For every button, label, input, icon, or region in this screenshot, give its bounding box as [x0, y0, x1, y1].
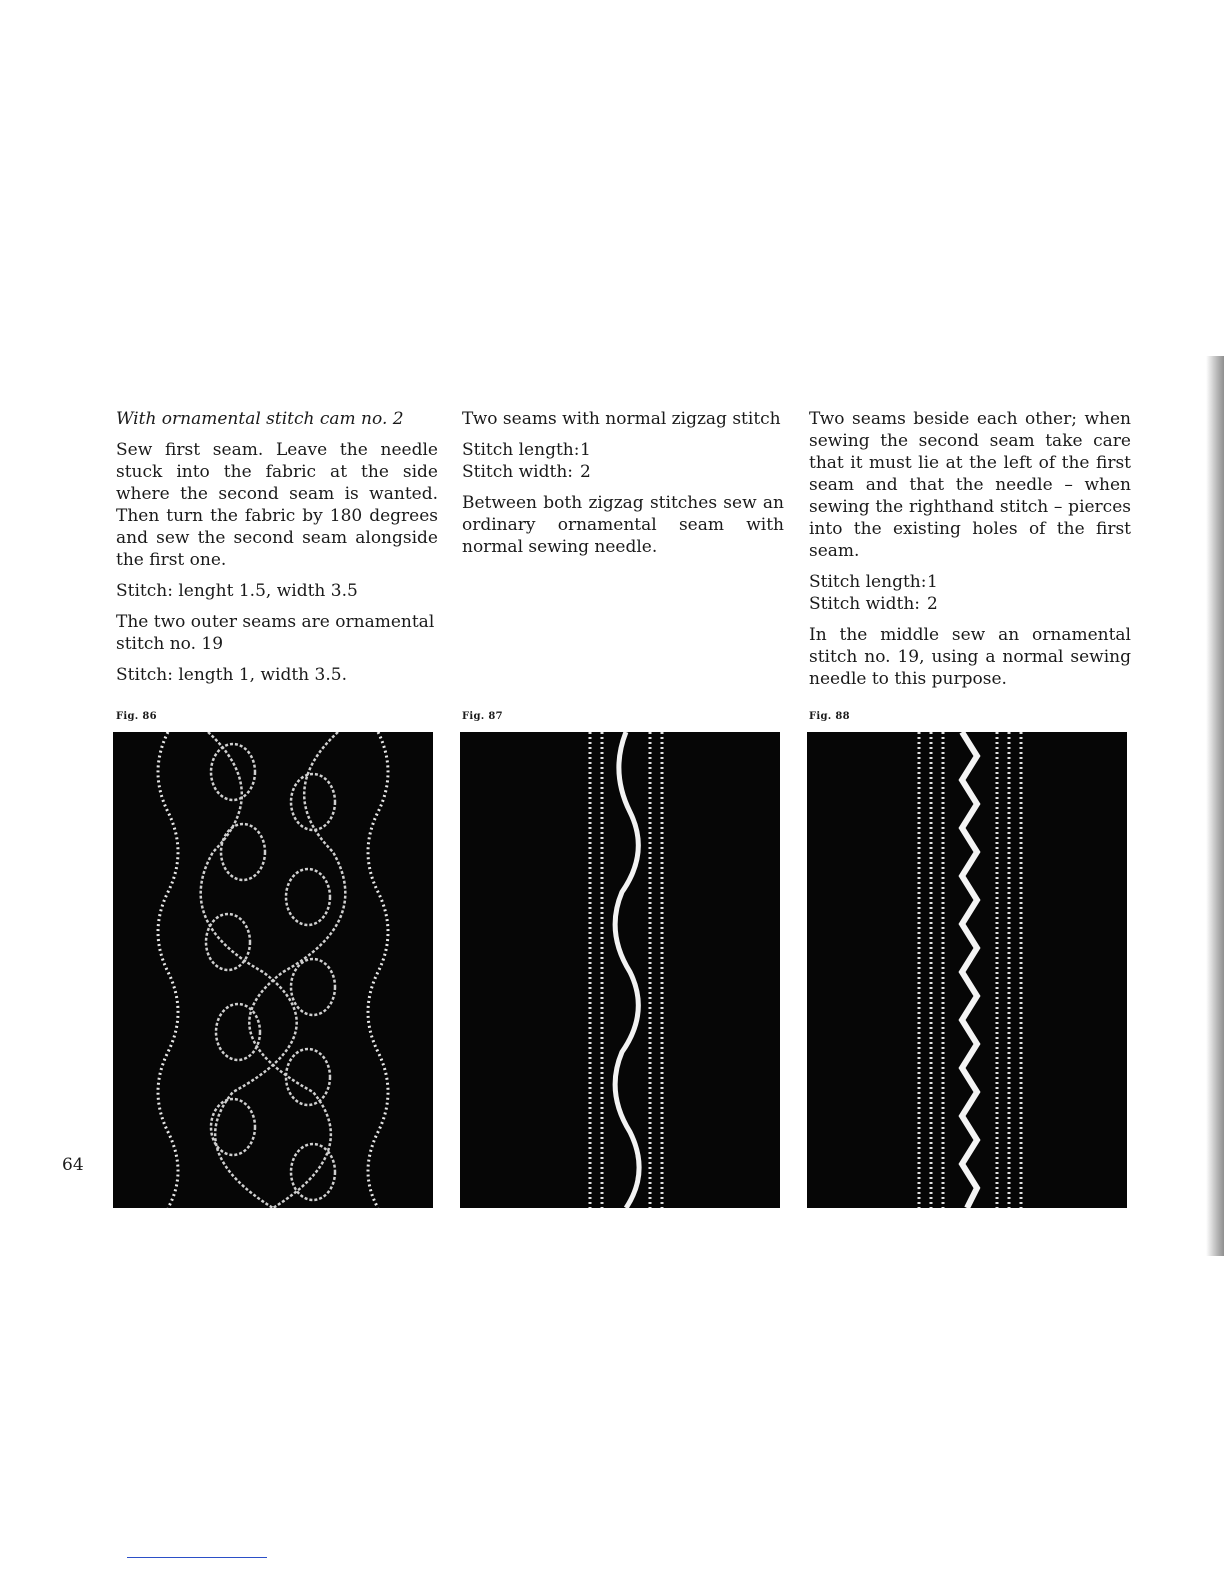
- paragraph: Between both zigzag stitches sew an ordinary ornamental seam with normal sewing needle.: [462, 493, 784, 557]
- spec-label: Stitch width:: [809, 594, 920, 614]
- stitch-spec: [809, 571, 1131, 615]
- footer-rule: [127, 1557, 267, 1558]
- text-column-1: [116, 408, 438, 695]
- figure-label: Fig. 86: [116, 711, 157, 722]
- spec-value: 2: [927, 594, 938, 614]
- spec-value: 1: [580, 440, 591, 460]
- zigzag-and-ornamental-seam-photo: [460, 732, 780, 1208]
- section-heading: With ornamental stitch cam no. 2: [116, 409, 404, 429]
- spec-value: 1: [927, 572, 938, 592]
- scan-edge-shadow: [1206, 356, 1224, 1256]
- text-column-3: [809, 408, 1131, 699]
- stitch-setting: Stitch: length 1, width 3.5.: [116, 665, 347, 685]
- paragraph: Sew first seam. Leave the needle stuck into the fabric at the side where the second seam is wanted. Then turn the fabric by 180 degrees and sew the second seam alongside the first one.: [116, 440, 438, 570]
- text-column-2: [462, 408, 784, 567]
- paragraph: Two seams with normal zigzag stitch: [462, 409, 781, 429]
- figure-label: Fig. 87: [462, 711, 503, 722]
- page-number: 64: [62, 1155, 84, 1175]
- paragraph: Two seams beside each other; when sewing the second seam take care that it must lie at the left of the first seam and that the needle – when sewing the righthand stitch – pierces into the existing holes of the first seam.: [809, 409, 1131, 561]
- paragraph: In the middle sew an ornamental stitch no. 19, using a normal sewing needle to this purpose.: [809, 625, 1131, 689]
- stitch-setting: Stitch: lenght 1.5, width 3.5: [116, 581, 358, 601]
- spec-label: Stitch length:: [462, 440, 580, 460]
- spec-label: Stitch length:: [809, 572, 927, 592]
- embroidered-lace-seam-photo: [113, 732, 433, 1208]
- stitch-spec: [462, 439, 784, 483]
- paragraph: The two outer seams are ornamental stitch no. 19: [116, 612, 435, 654]
- double-zigzag-ornamental-seam-photo: [807, 732, 1127, 1208]
- spec-value: 2: [580, 462, 591, 482]
- spec-label: Stitch width:: [462, 462, 573, 482]
- figure-label: Fig. 88: [809, 711, 850, 722]
